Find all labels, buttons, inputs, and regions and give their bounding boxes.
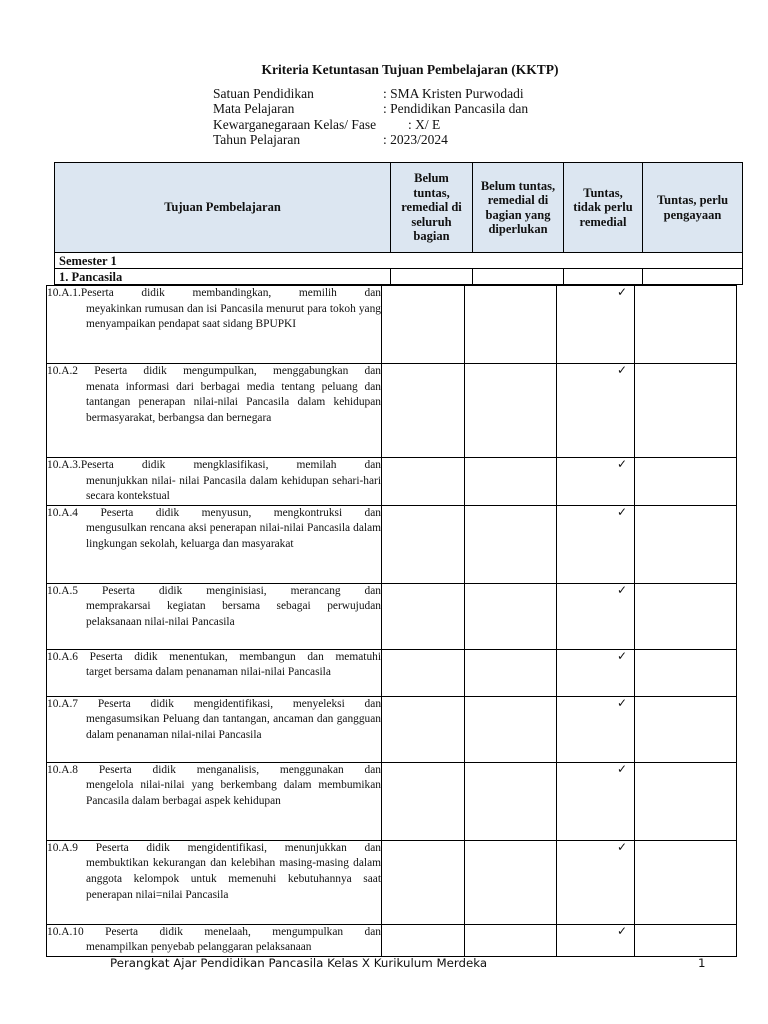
tujuan-rest: mengusulkan rencana aksi penerapan nilai-nilai Pancasila dalam lingkungan sekolah, keluarga dan masyarakat	[86, 522, 381, 550]
assessment-cell	[635, 696, 737, 762]
tujuan-lead	[47, 697, 381, 713]
footer-text: Perangkat Ajar Pendidikan Pancasila Kelas X Kurikulum Merdeka	[110, 956, 488, 970]
assessment-cell	[465, 762, 557, 840]
assessment-cell	[465, 696, 557, 762]
assessment-cell	[635, 286, 737, 364]
assessment-cell	[382, 924, 465, 956]
assessment-cell	[465, 286, 557, 364]
check-icon: ✓	[616, 761, 627, 776]
tujuan-code: 10.A.10	[47, 925, 106, 938]
header-belum-tuntas-seluruh: Belum tuntas, remedial di seluruh bagian	[391, 163, 473, 253]
tujuan-lead	[47, 584, 381, 600]
meta-value: : X/ E	[408, 116, 441, 132]
tujuan-lead	[47, 650, 381, 666]
tujuan-lead-text: Peserta didik menginisiasi, merancang dan	[101, 584, 381, 597]
tujuan-rest: menunjukkan nilai- nilai Pancasila dalam kehidupan sehari-hari secara kontekstual	[86, 474, 381, 503]
assessment-cell	[382, 696, 465, 762]
tujuan-lead	[47, 364, 381, 380]
tujuan-lead	[47, 458, 381, 474]
meta-label: Mata Pelajaran	[213, 101, 295, 117]
table-row	[47, 364, 737, 458]
tujuan-code: 10.A.7	[47, 697, 98, 710]
tujuan-rest: memprakarsai kegiatan bersama sebagai perwujudan pelaksanaan nilai-nilai Pancasila	[86, 600, 381, 628]
tujuan-lead-text: Peserta didik menelaah, mengumpulkan dan	[105, 925, 381, 938]
tujuan-code: 10.A.2	[47, 365, 95, 377]
tujuan-rest: meyakinkan rumusan dan isi Pancasila menurut para tokoh yang menyampaikan pendapat saat sidang BPUPKI	[86, 302, 381, 331]
tujuan-cell	[47, 924, 382, 956]
check-icon: ✓	[616, 363, 627, 377]
tujuan-cell	[47, 286, 382, 364]
tujuan-lead-text: Peserta didik menyusun, mengkontruksi dan	[100, 506, 381, 519]
meta-value: : SMA Kristen Purwodadi	[383, 86, 524, 101]
header-tujuan: Tujuan Pembelajaran	[55, 163, 391, 253]
assessment-cell	[465, 364, 557, 458]
assessment-cell	[635, 762, 737, 840]
tujuan-cell	[47, 505, 382, 583]
table-row	[47, 696, 737, 762]
header-tuntas-tidak-remedial: Tuntas, tidak perlu remedial	[564, 163, 643, 253]
assessment-cell	[557, 649, 635, 696]
tujuan-rest: menampilkan penyebab pelanggaran pelaksanaan	[86, 941, 312, 954]
semester-label: Semester 1	[55, 253, 743, 269]
tujuan-lead	[47, 925, 381, 941]
table-row	[47, 505, 737, 583]
check-icon: ✓	[616, 648, 627, 663]
table-row	[47, 649, 737, 696]
tujuan-cell	[47, 364, 382, 458]
assessment-cell	[557, 458, 635, 506]
assessment-cell	[382, 649, 465, 696]
check-icon: ✓	[616, 285, 627, 299]
assessment-cell	[382, 840, 465, 924]
assessment-cell	[557, 364, 635, 458]
header-belum-tuntas-bagian: Belum tuntas, remedial di bagian yang diperlukan	[473, 163, 564, 253]
assessment-cell	[382, 762, 465, 840]
tujuan-code: 10.A.5	[47, 584, 102, 597]
tujuan-cell	[47, 583, 382, 649]
table-row	[47, 840, 737, 924]
assessment-cell	[635, 364, 737, 458]
tujuan-rest: mengasumsikan Peluang dan tantangan, ancaman dan gangguan dalam penanaman nilai-nilai Pancasila	[86, 713, 381, 741]
assessment-cell	[557, 762, 635, 840]
tujuan-cell	[47, 696, 382, 762]
assessment-cell	[557, 286, 635, 364]
assessment-cell	[465, 924, 557, 956]
tujuan-rest: menata informasi dari berbagai media tentang peluang dan tantangan penerapan nilai-nilai Pancasila dalam kehidupan bermasyarakat, berbangsa dan bernegara	[86, 380, 381, 424]
check-icon: ✓	[616, 695, 627, 710]
tujuan-lead-text: Peserta didik membandingkan, memilih dan	[80, 287, 381, 299]
tujuan-code: 10.A.9	[47, 841, 96, 854]
table-row	[47, 762, 737, 840]
assessment-cell	[557, 840, 635, 924]
tujuan-lead-text: Peserta didik mengidentifikasi, menyeleksi dan	[97, 697, 382, 710]
assessment-cell	[465, 840, 557, 924]
assessment-cell	[382, 286, 465, 364]
tujuan-lead	[47, 763, 381, 779]
tujuan-lead-text: Peserta didik mengumpulkan, menggabungkan dan	[94, 365, 381, 377]
tujuan-cell	[47, 840, 382, 924]
check-icon: ✓	[616, 504, 627, 519]
assessment-cell	[557, 505, 635, 583]
tujuan-rest: mengelola nilai-nilai yang berkembang dalam membumikan Pancasila dalam berbagai aspek kehidupan	[86, 779, 381, 807]
assessment-cell	[635, 649, 737, 696]
tujuan-code: 10.A.8	[47, 763, 99, 776]
page-number: 1	[698, 956, 706, 970]
check-icon: ✓	[616, 582, 627, 597]
tujuan-lead	[47, 286, 381, 302]
assessment-cell	[557, 924, 635, 956]
check-icon: ✓	[616, 839, 627, 854]
tujuan-lead	[47, 841, 381, 857]
assessment-cell	[635, 583, 737, 649]
tujuan-cell	[47, 762, 382, 840]
tujuan-rest: membuktikan kekurangan dan kelebihan masing-masing dalam anggota kelompok untuk memenuhi kebutuhannya saat penerapan nilai=nilai Pancasila	[86, 857, 381, 901]
tujuan-code: 10.A.3.	[47, 459, 81, 471]
assessment-cell	[635, 840, 737, 924]
tujuan-lead-text: Peserta didik menentukan, membangun dan mematuhi	[89, 650, 381, 663]
assessment-cell	[465, 649, 557, 696]
document-title: Kriteria Ketuntasan Tujuan Pembelajaran (KKTP)	[261, 62, 559, 77]
section-label: 1. Pancasila	[55, 269, 391, 285]
meta-value: : Pendidikan Pancasila dan	[383, 101, 529, 117]
tujuan-code: 10.A.6	[47, 650, 90, 663]
table-row	[47, 458, 737, 506]
table-row	[47, 583, 737, 649]
meta-value: : 2023/2024	[383, 131, 448, 147]
table-row	[47, 286, 737, 364]
tujuan-lead	[47, 506, 381, 522]
tujuan-lead-text: Peserta didik mengklasifikasi, memilah dan	[80, 459, 381, 471]
tujuan-cell	[47, 458, 382, 506]
assessment-cell	[382, 364, 465, 458]
assessment-cell	[635, 458, 737, 506]
tujuan-rest: target bersama dalam penanaman nilai-nilai Pancasila	[86, 666, 331, 679]
header-tuntas-pengayaan: Tuntas, perlu pengayaan	[643, 163, 743, 253]
check-icon: ✓	[616, 457, 627, 471]
check-icon: ✓	[616, 923, 627, 938]
assessment-cell	[557, 583, 635, 649]
tujuan-code: 10.A.4	[47, 506, 101, 519]
tujuan-code: 10.A.1.	[47, 287, 81, 299]
tujuan-lead-text: Peserta didik mengidentifikasi, menunjukkan dan	[95, 841, 381, 854]
assessment-cell	[635, 924, 737, 956]
assessment-cell	[557, 696, 635, 762]
assessment-cell	[635, 505, 737, 583]
assessment-cell	[382, 458, 465, 506]
assessment-cell	[382, 505, 465, 583]
assessment-cell	[382, 583, 465, 649]
meta-label: Kewarganegaraan Kelas/ Fase	[213, 116, 377, 132]
meta-label: Satuan Pendidikan	[213, 86, 314, 101]
assessment-cell	[465, 583, 557, 649]
kktp-table-body	[46, 285, 737, 957]
assessment-cell	[465, 458, 557, 506]
assessment-cell	[465, 505, 557, 583]
meta-label: Tahun Pelajaran	[213, 131, 301, 147]
tujuan-cell	[47, 649, 382, 696]
tujuan-lead-text: Peserta didik menganalisis, menggunakan dan	[98, 763, 381, 776]
table-row	[47, 924, 737, 956]
kktp-table-header	[54, 162, 743, 285]
